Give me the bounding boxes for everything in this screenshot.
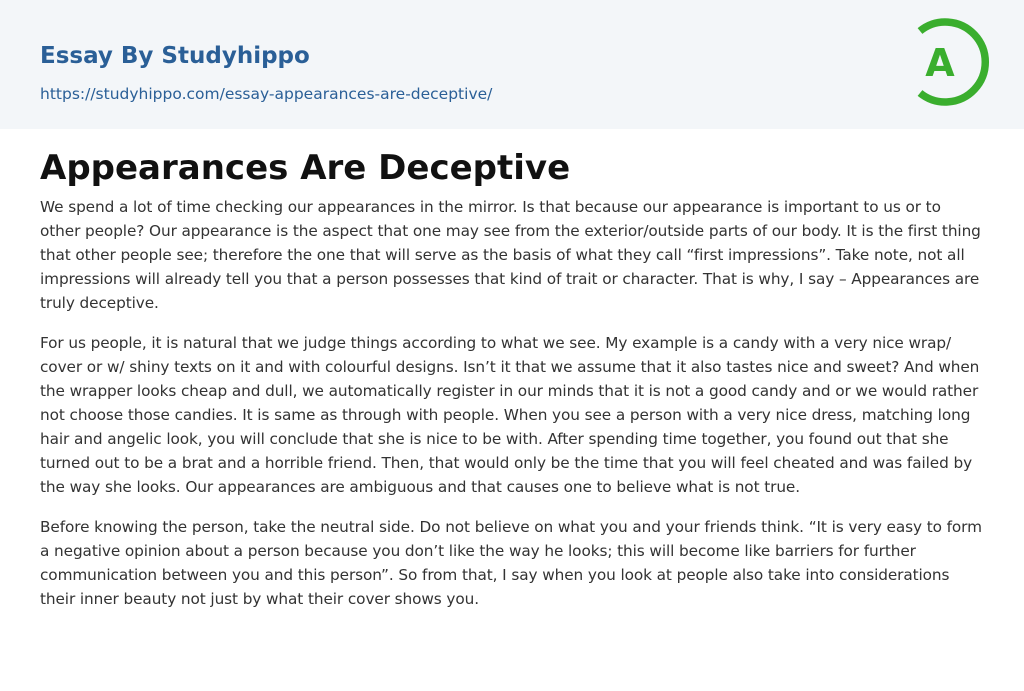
article-title: Appearances Are Deceptive: [40, 148, 571, 188]
logo-letter: A: [925, 41, 955, 85]
source-url-link[interactable]: https://studyhippo.com/essay-appearances-are-deceptive/: [40, 85, 493, 103]
studyhippo-logo-icon[interactable]: [906, 18, 990, 106]
site-header: [0, 0, 1024, 129]
site-brand[interactable]: Essay By Studyhippo: [40, 43, 310, 69]
paragraph-1: We spend a lot of time checking our appearances in the mirror. Is that because our appearance is important to us or to other people? Our appearance is the aspect that one may see from the exterior/outside parts of our body. It is the first thing that other people see; therefore the one that will serve as the basis of what they call “first impressions”. Take note, not all impressions will already tell you that a person possesses that kind of trait or character. That is why, I say – Appearances are truly deceptive.: [40, 198, 981, 312]
paragraph-3: Before knowing the person, take the neutral side. Do not believe on what you and your friends think. “It is very easy to form a negative opinion about a person because you don’t like the way he looks; this will become like barriers for further communication between you and this person”. So from that, I say when you look at people also take into considerations their inner beauty not just by what their cover shows you.: [40, 518, 982, 608]
article: [40, 146, 985, 627]
paragraph-2: For us people, it is natural that we judge things according to what we see. My example is a candy with a very nice wrap/ cover or w/ shiny texts on it and with colourful designs. Isn’t it that we assume that it also tastes nice and sweet? And when the wrapper looks cheap and dull, we automatically register in our minds that it is not a good candy and or we would rather not choose those candies. It is same as through with people. When you see a person with a very nice dress, matching long hair and angelic look, you will conclude that she is nice to be with. After spending time together, you found out that she turned out to be a brat and a horrible friend. Then, that would only be the time that you will feel cheated and was failed by the way she looks. Our appearances are ambiguous and that causes one to believe what is not true.: [40, 334, 980, 496]
